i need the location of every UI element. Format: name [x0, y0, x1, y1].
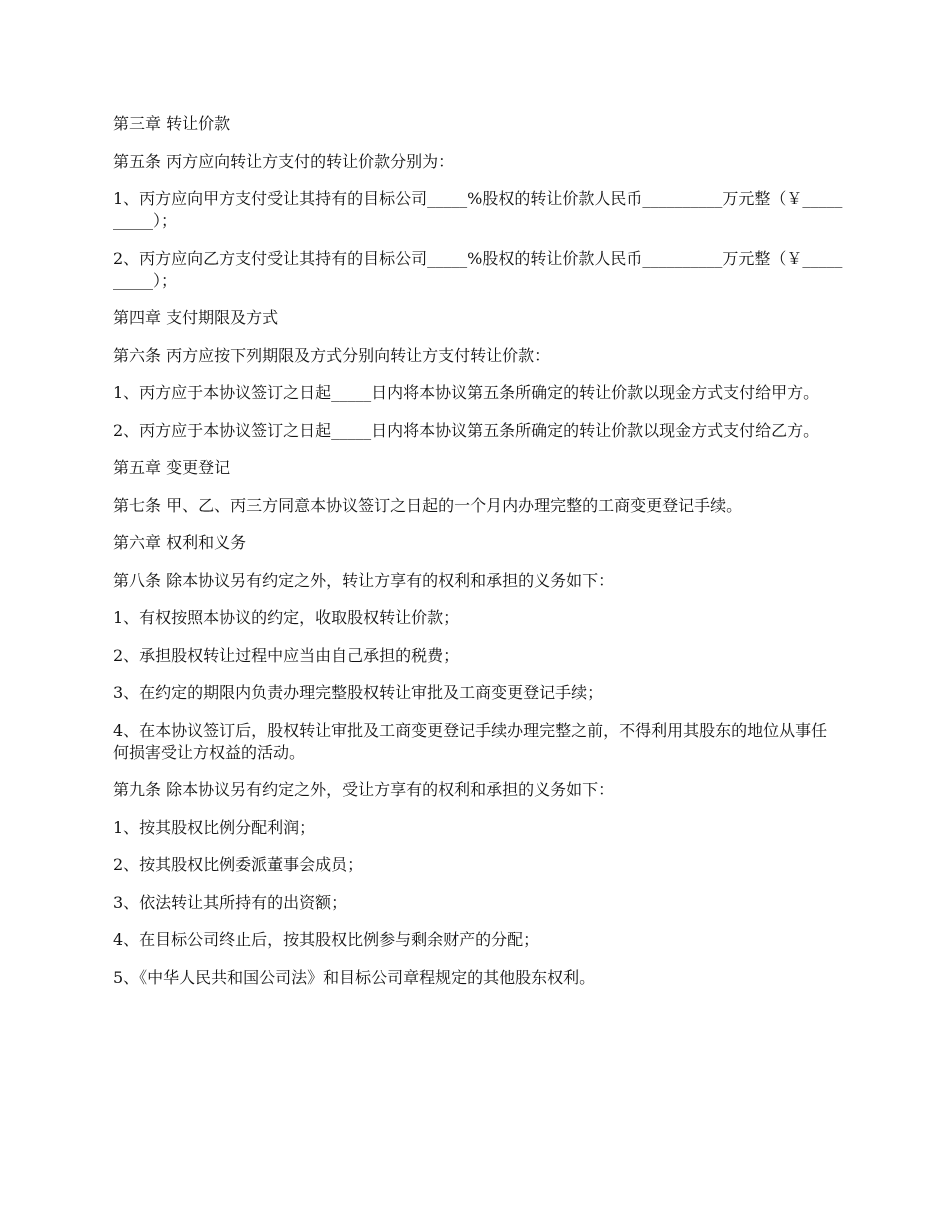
chapter-5-heading: 第五章 变更登记 — [113, 458, 231, 477]
document-body — [113, 113, 843, 989]
article-8-item-1: 1、有权按照本协议的约定，收取股权转让价款； — [113, 608, 460, 627]
article-8-item-2: 2、承担股权转让过程中应当由自己承担的税费； — [113, 645, 460, 665]
article-9-item-3: 3、依法转让其所持有的出资额； — [113, 892, 348, 912]
article-9-item-5: 5、《中华人民共和国公司法》和目标公司章程规定的其他股东权利。 — [113, 967, 596, 987]
article-5-item-2: 2、丙方应向乙方支付受让其持有的目标公司_____%股权的转让价款人民币__________万元整（￥__________）； — [113, 248, 843, 290]
article-9-item-4: 4、在目标公司终止后，按其股权比例参与剩余财产的分配； — [113, 930, 540, 949]
article-6-item-1: 1、丙方应于本协议签订之日起_____日内将本协议第五条所确定的转让价款以现金方式支付给甲方。 — [113, 383, 820, 402]
chapter-3-heading: 第三章 转让价款 — [113, 114, 231, 133]
article-6: 第六条 丙方应按下列期限及方式分别向转让方支付转让价款： — [113, 345, 551, 365]
article-6-item-2: 2、丙方应于本协议签订之日起_____日内将本协议第五条所确定的转让价款以现金方式支付给乙方。 — [113, 420, 820, 440]
article-9-item-1: 1、按其股权比例分配利润； — [113, 817, 316, 837]
article-5-item-1: 1、丙方应向甲方支付受让其持有的目标公司_____%股权的转让价款人民币__________万元整（￥__________）； — [113, 189, 843, 230]
article-8-item-3: 3、在约定的期限内负责办理完整股权转让审批及工商变更登记手续； — [113, 683, 604, 702]
chapter-4-heading: 第四章 支付期限及方式 — [113, 308, 279, 327]
article-8-item-4: 4、在本协议签订后，股权转让审批及工商变更登记手续办理完整之前，不得利用其股东的地位从事任何损害受让方权益的活动。 — [113, 720, 828, 762]
article-9-item-2: 2、按其股权比例委派董事会成员； — [113, 855, 364, 874]
article-7: 第七条 甲、乙、丙三方同意本协议签订之日起的一个月内办理完整的工商变更登记手续。 — [113, 495, 743, 515]
chapter-6-heading: 第六章 权利和义务 — [113, 533, 247, 552]
article-8: 第八条 除本协议另有约定之外，转让方享有的权利和承担的义务如下： — [113, 570, 615, 590]
article-5: 第五条 丙方应向转让方支付的转让价款分别为： — [113, 151, 455, 171]
article-9: 第九条 除本协议另有约定之外，受让方享有的权利和承担的义务如下： — [113, 780, 615, 799]
